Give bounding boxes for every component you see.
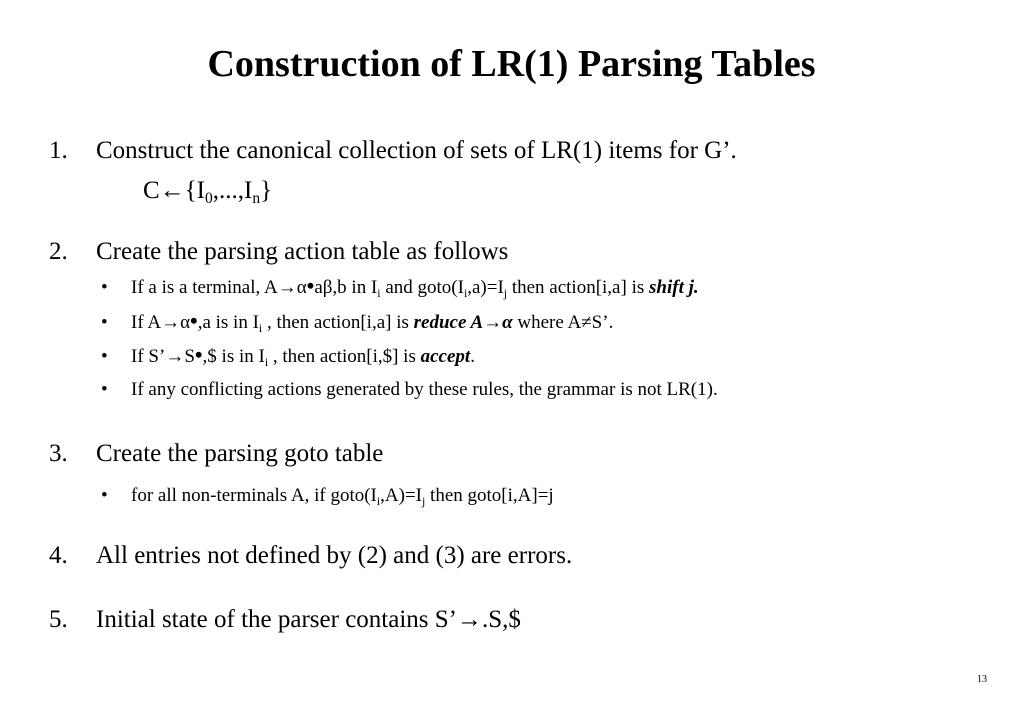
item-dot: • [306, 274, 315, 298]
step-1-number: 1. [49, 137, 68, 164]
reduce-rule [131, 310, 613, 336]
subscript-i: i [264, 355, 269, 369]
right-arrow-symbol: → [165, 346, 185, 367]
rule-text: aβ,b in I [314, 277, 378, 298]
rule-text: If A [131, 312, 162, 333]
accept-rule [131, 344, 475, 370]
item-dot: • [190, 309, 198, 333]
bullet-marker: • [101, 485, 108, 506]
rule-text: then goto[i,A]=j [425, 485, 554, 506]
right-arrow-symbol: → [277, 277, 297, 298]
right-arrow-symbol: → [483, 312, 503, 333]
conflict-rule: If any conflicting actions generated by these rules, the grammar is not LR(1). [131, 379, 718, 400]
goto-rule [131, 483, 554, 509]
subscript-i: i [258, 321, 263, 335]
alpha-symbol: α [296, 277, 307, 298]
right-arrow-symbol: → [457, 606, 482, 633]
rule-text: S’. [591, 312, 614, 333]
bullet-marker: • [101, 346, 108, 367]
step-5-text-part: Initial state of the parser contains S’ [96, 606, 457, 633]
subscript-i: i [463, 286, 468, 300]
not-equal-symbol: ≠ [581, 312, 592, 333]
subscript-j: j [503, 286, 508, 300]
bullet-marker: • [101, 379, 108, 400]
item-dot: • [194, 343, 203, 367]
step-3-number: 3. [49, 440, 68, 467]
rule-text: , then action[i,a] is [262, 312, 414, 333]
formula-close: } [260, 177, 273, 204]
step-2-number: 2. [49, 238, 68, 265]
step-5-text-part: .S,$ [482, 606, 521, 633]
rule-text: ,$ is in I [202, 346, 265, 367]
rule-text: ,A)=I [380, 485, 423, 506]
page-number: 13 [977, 674, 987, 685]
rule-text: where A [512, 312, 582, 333]
subscript-i: i [377, 286, 381, 300]
rule-text: ,a is in I [197, 312, 259, 333]
subscript-i: i [376, 494, 381, 508]
alpha-symbol: α [180, 312, 191, 333]
bullet-marker: • [101, 277, 108, 298]
subscript-0: 0 [205, 189, 213, 207]
rule-text: then action[i,a] is [507, 277, 649, 298]
alpha-symbol: α [502, 312, 513, 333]
rule-text: and goto(I [380, 277, 464, 298]
rule-text: If S’ [131, 346, 166, 367]
step-2-text: Create the parsing action table as follows [96, 238, 509, 265]
formula-mid: ,...,I [212, 177, 253, 204]
rule-text: . [470, 346, 475, 367]
rule-text: , then action[i,$] is [268, 346, 421, 367]
subscript-j: j [422, 494, 426, 508]
rule-text: ,a)=I [467, 277, 504, 298]
step-3-text: Create the parsing goto table [96, 440, 384, 467]
formula-c: C [143, 177, 160, 204]
step-1-formula [143, 175, 272, 207]
subscript-n: n [252, 189, 261, 207]
step-1-text: Construct the canonical collection of sets of LR(1) items for G’. [96, 137, 737, 164]
step-5-number: 5. [49, 606, 68, 633]
formula-open: {I [184, 177, 206, 204]
step-5-text [96, 604, 521, 636]
rule-text: S [184, 346, 195, 367]
rule-text: If a is a terminal, A [131, 277, 278, 298]
step-4-number: 4. [49, 542, 68, 569]
shift-rule [131, 275, 699, 301]
rule-text: for all non-terminals A, if goto(I [131, 485, 377, 506]
bullet-marker: • [101, 312, 108, 333]
left-arrow-symbol: ← [159, 177, 185, 204]
accept-emphasis: accept [420, 346, 471, 367]
right-arrow-symbol: → [161, 312, 181, 333]
reduce-emphasis: reduce A [413, 312, 484, 333]
step-4-text: All entries not defined by (2) and (3) are errors. [96, 542, 573, 569]
slide-title: Construction of LR(1) Parsing Tables [207, 43, 816, 85]
shift-emphasis: shift j. [649, 277, 699, 298]
